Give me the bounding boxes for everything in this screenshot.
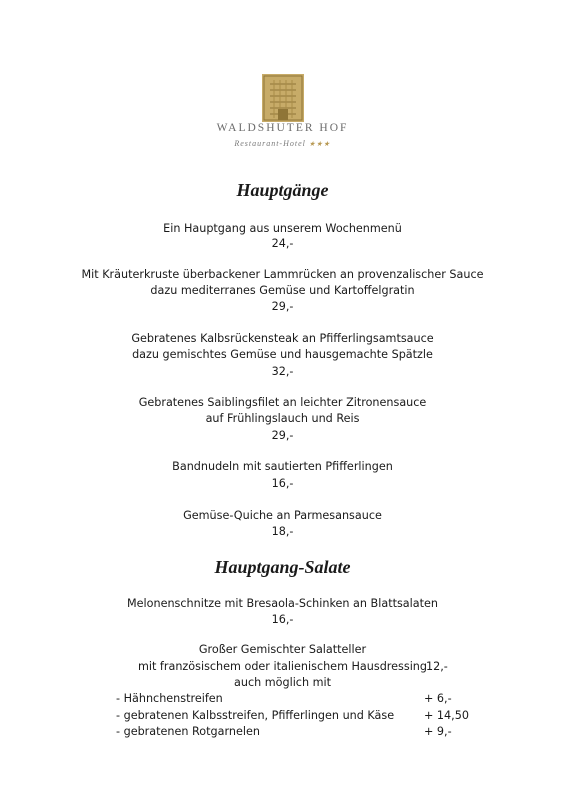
salad-2-options-intro: auch möglich mit (234, 676, 331, 689)
extra-1-label: - Hähnchenstreifen (116, 692, 223, 705)
logo (0, 74, 565, 126)
dish-5-name: Bandnudeln mit sautierten Pfifferlingen (172, 460, 393, 473)
section-title-main: Hauptgänge (236, 180, 329, 200)
dish-6-name: Gemüse-Quiche an Parmesansauce (183, 509, 382, 522)
section-title-salads: Hauptgang-Salate (214, 557, 351, 577)
brand-subtitle (0, 139, 565, 148)
extra-2-price: + 14,50 (424, 709, 469, 722)
dish-6-price: 18,- (271, 525, 294, 538)
dish-2-price: 29,- (271, 300, 294, 313)
dish-5-price: 16,- (271, 477, 294, 490)
dish-4-price: 29,- (271, 429, 294, 442)
brand-sub-text: Restaurant-Hotel (234, 139, 306, 148)
dish-3-price: 32,- (271, 365, 294, 378)
extra-3-label: - gebratenen Rotgarnelen (116, 725, 260, 738)
stars-rating: ★★★ (308, 140, 331, 148)
salad-2-price: 12,- (426, 660, 448, 673)
salad-1-price: 16,- (271, 613, 294, 626)
dish-3-name: Gebratenes Kalbsrückensteak an Pfifferlingsamtsauce (131, 332, 434, 345)
dish-4-desc: auf Frühlingslauch und Reis (205, 412, 360, 425)
dish-2-desc: dazu mediterranes Gemüse und Kartoffelgratin (150, 284, 415, 297)
dish-1-price: 24,- (271, 237, 294, 250)
extra-3-price: + 9,- (424, 725, 452, 738)
dish-4-name: Gebratenes Saiblingsfilet an leichter Zitronensauce (138, 396, 427, 409)
hotel-facade-icon (262, 74, 304, 122)
dish-3-desc: dazu gemischtes Gemüse und hausgemachte Spätzle (132, 348, 433, 361)
salad-1-name: Melonenschnitze mit Bresaola-Schinken an Blattsalaten (127, 597, 438, 610)
extra-2-label: - gebratenen Kalbsstreifen, Pfifferlingen und Käse (116, 709, 395, 722)
salad-2-name: Großer Gemischter Salatteller (198, 643, 367, 656)
dish-2-name: Mit Kräuterkruste überbackener Lammrücken an provenzalischer Sauce (81, 268, 484, 281)
salad-2-desc: mit französischem oder italienischem Hausdressing (137, 660, 428, 673)
extra-1-price: + 6,- (424, 692, 452, 705)
brand-name: WALDSHUTER HOF (216, 122, 349, 134)
dish-1-name: Ein Hauptgang aus unserem Wochenmenü (163, 222, 402, 235)
